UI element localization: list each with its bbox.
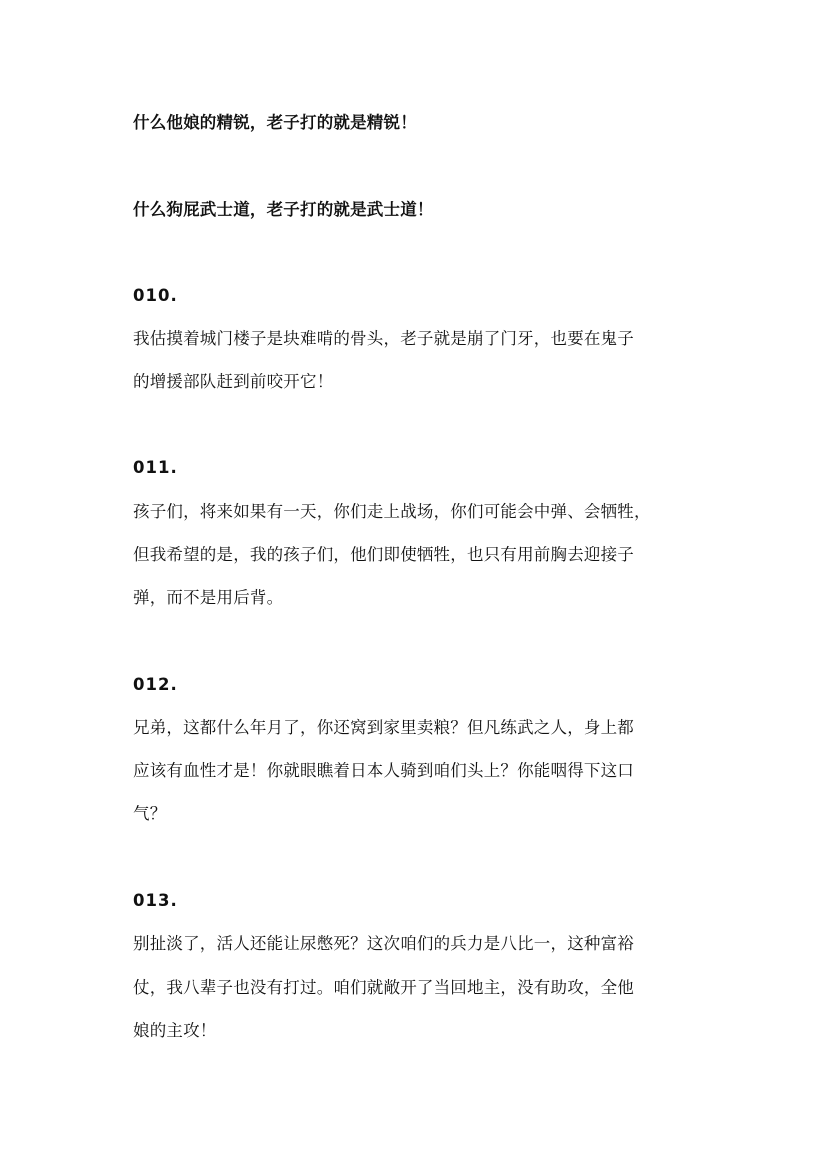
paragraph-line: 兄弟，这都什么年月了，你还窝到家里卖粮？但凡练武之人，身上都 xyxy=(133,718,634,737)
section-number-011: 011. xyxy=(133,458,178,477)
paragraph-line: 但我希望的是，我的孩子们，他们即使牺牲，也只有用前胸去迎接子 xyxy=(133,545,634,564)
section-number-012: 012. xyxy=(133,675,178,694)
paragraph-line: 孩子们，将来如果有一天，你们走上战场，你们可能会中弹、会牺牲， xyxy=(133,502,651,521)
paragraph-line: 气？ xyxy=(133,804,167,823)
section-number-010: 010. xyxy=(133,286,178,305)
paragraph-line: 应该有血性才是！你就眼瞧着日本人骑到咱们头上？你能咽得下这口 xyxy=(133,761,634,780)
paragraph-line: 我估摸着城门楼子是块难啃的骨头，老子就是崩了门牙，也要在鬼子 xyxy=(133,329,634,348)
paragraph-line: 的增援部队赶到前咬开它！ xyxy=(133,372,334,391)
intro-line-1: 什么他娘的精锐，老子打的就是精锐！ xyxy=(133,113,417,132)
paragraph-line: 弹，而不是用后背。 xyxy=(133,588,284,607)
paragraph-line: 娘的主攻！ xyxy=(133,1021,217,1040)
paragraph-line: 别扯淡了，活人还能让尿憋死？这次咱们的兵力是八比一，这种富裕 xyxy=(133,934,634,953)
section-number-013: 013. xyxy=(133,891,178,910)
paragraph-line: 仗，我八辈子也没有打过。咱们就敞开了当回地主，没有助攻，全他 xyxy=(133,978,634,997)
intro-line-2: 什么狗屁武士道，老子打的就是武士道！ xyxy=(133,200,434,219)
